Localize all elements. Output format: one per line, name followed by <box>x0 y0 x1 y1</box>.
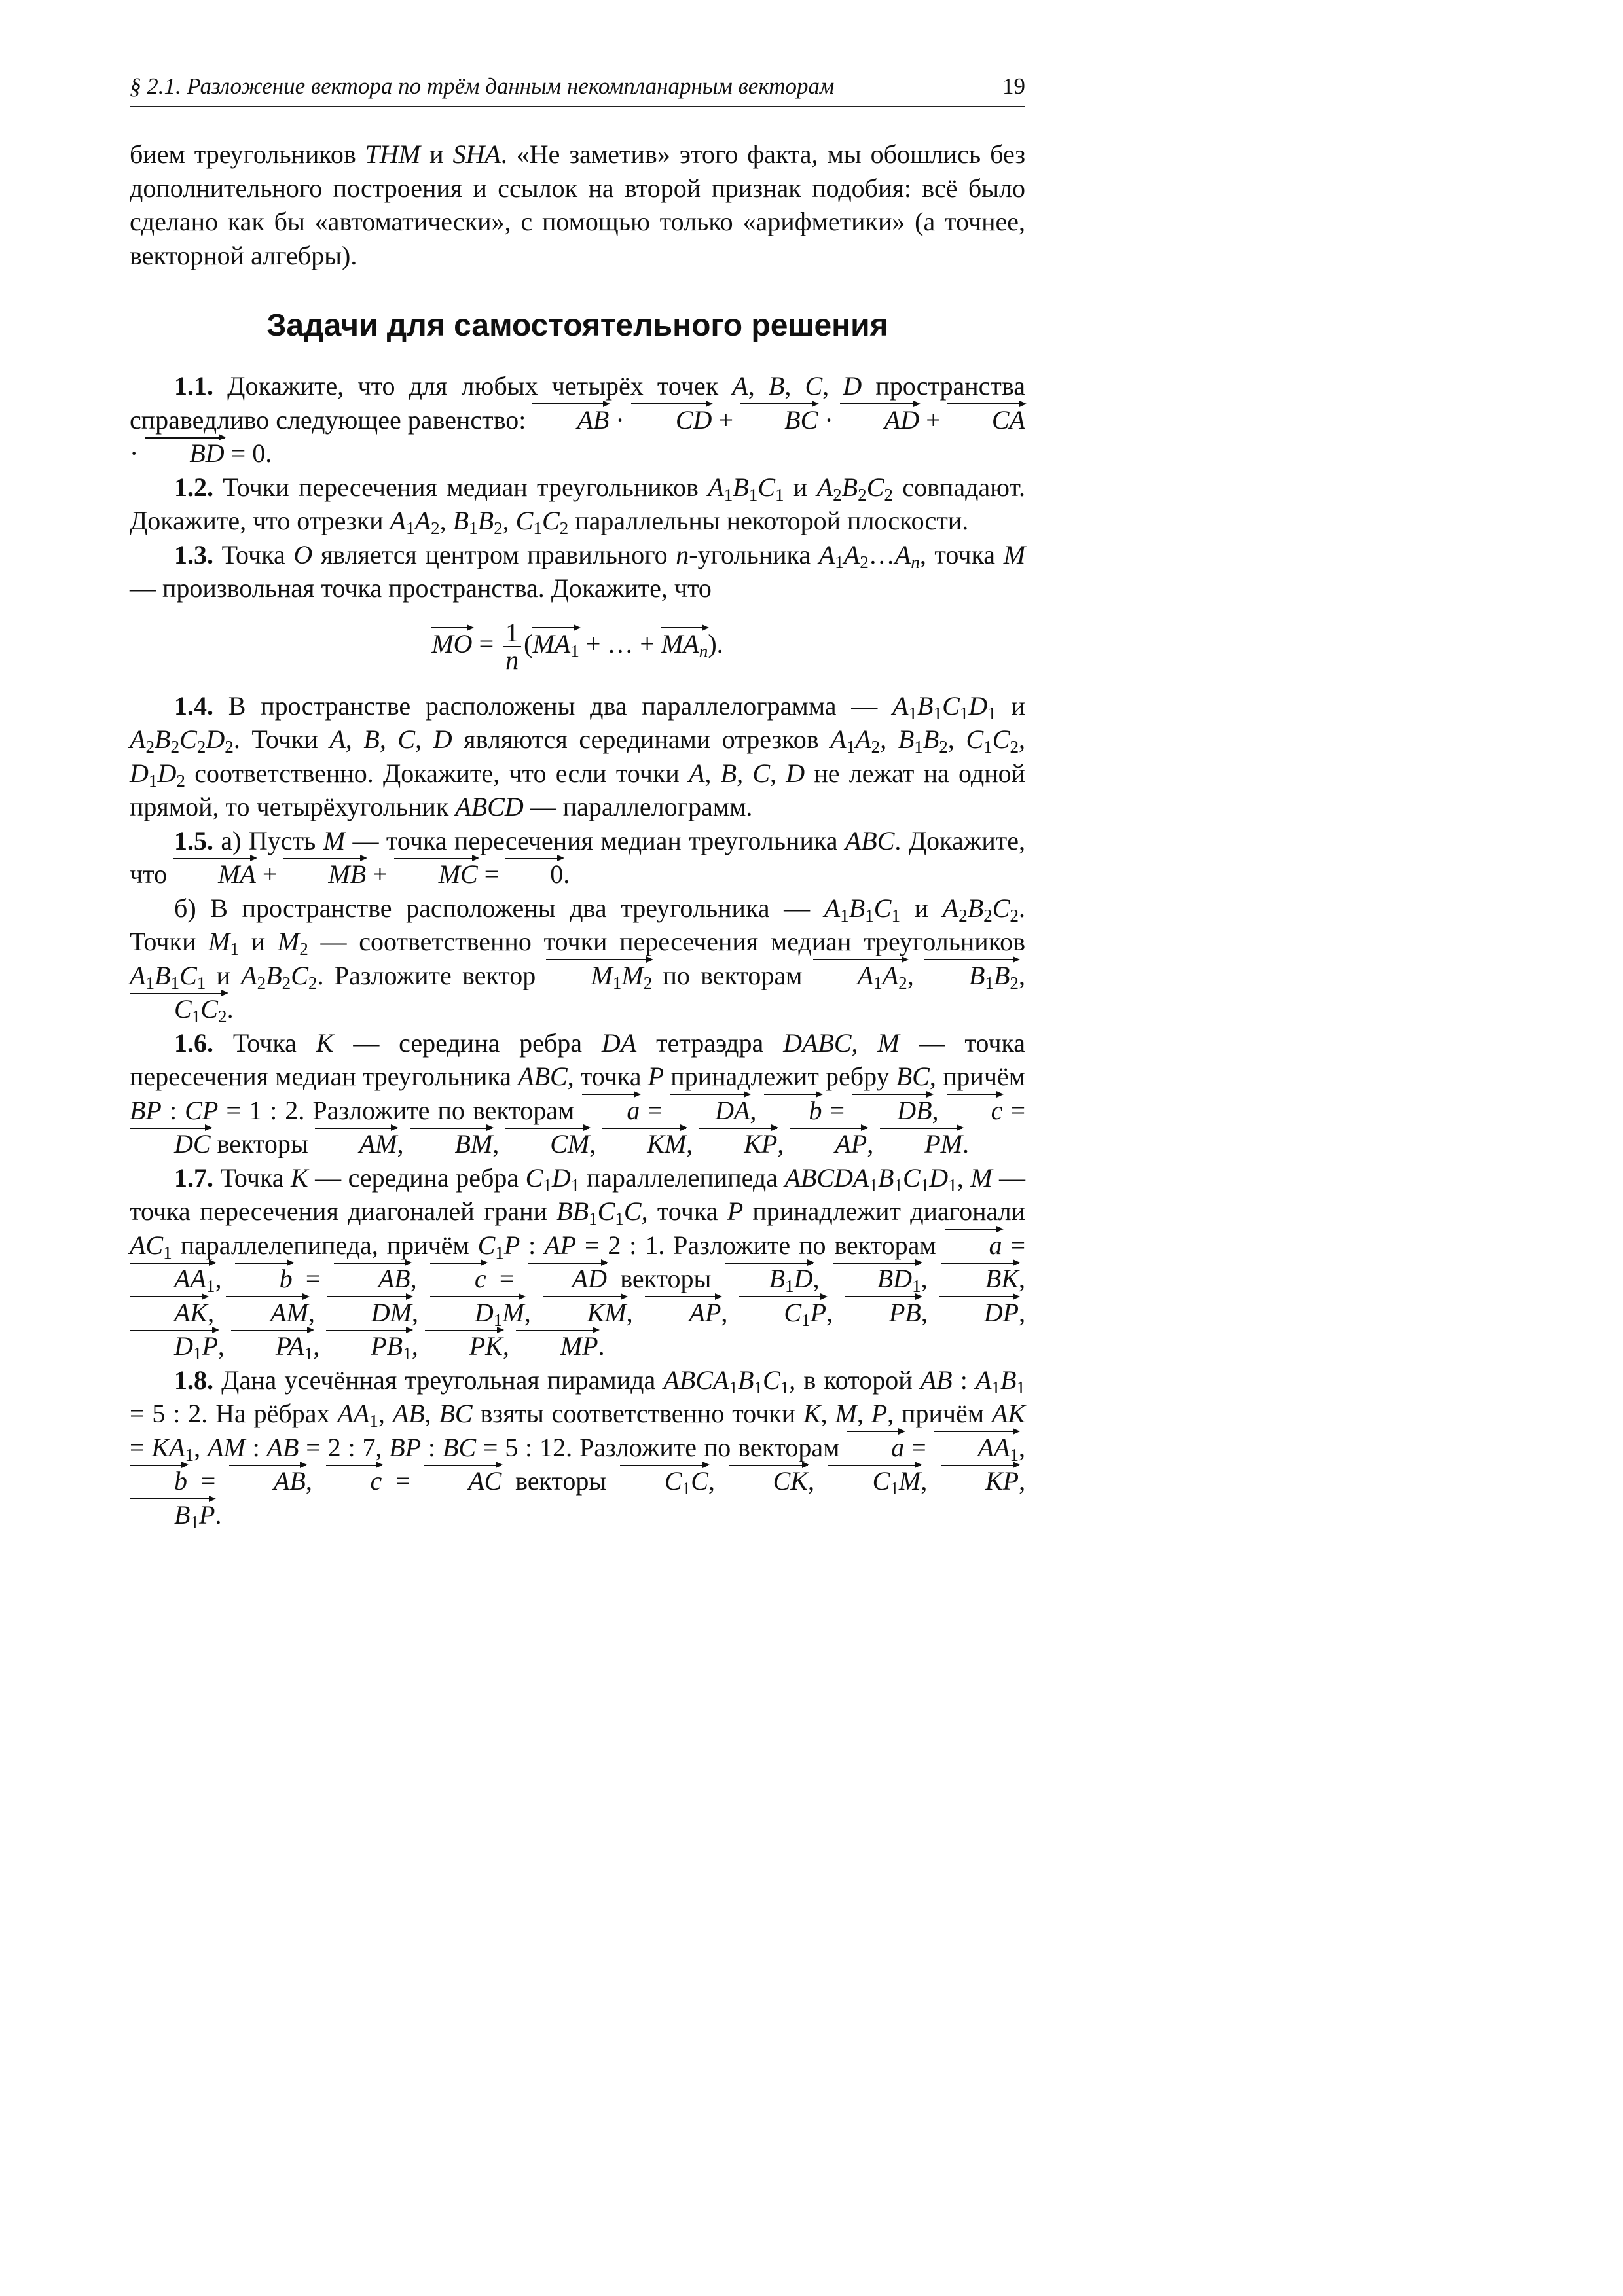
problem-1-5a: 1.5. а) Пусть M — точка пересечения медиан треугольника ABC. Докажите, что MA + MB + MC = 0. <box>130 824 1025 891</box>
section-title: Задачи для самостоятельного решения <box>266 308 888 343</box>
problem-1-4: 1.4. В пространстве расположены два параллелограмма — $A_1B_1C_1D_1$ и $A_2B_2C_2D_2$. Точки A, B, C, D являются серединами отрезков $A_1A_2$, $B_1B_2$, $C_1C_2$, $D_1D_2$ соответственно. Докажите, что если точки A, B, C, D не лежат на одной прямой, то четырёхугольник ABCD — параллелограмм. <box>130 691 1026 821</box>
intro-paragraph: бием треугольников THM и SHA. «Не заметив» этого факта, мы обошлись без дополнительного построения и ссылок на второй признак подобия: всё было сделано как бы «автоматически», с помощью только «арифметики» (а точнее, векторной алгебры). <box>130 139 1025 270</box>
problem-1-7: 1.7. Точка K — середина ребра $C_1D_1$ параллелепипеда $ABCDA_1B_1C_1D_1$, M — точка пересечения диагоналей грани $BB_1C_1C$, точка P принадлежит диагонали $AC_1$ параллелепипеда, причём $C_1P$ : AP = 2 : 1. Разложите по векторам $a = AA_1$, b = AB, c = AD векторы $B_1D$, $BD_1$, BK, AK, AM, DM, $D_1M$, KM, AP, $C_1P$, PB, DP, $D_1P$, $PA_1$, $PB_1$, PK, MP. <box>130 1162 1026 1363</box>
header-title: § 2.1. Разложение вектора по трём данным некомпланарным векторам <box>130 73 835 99</box>
page-number: 19 <box>1002 73 1025 99</box>
problem-1-6: 1.6. Точка K — середина ребра DA тетраэдра DABC, M — точка пересечения медиан треугольника ABC, точка P принадлежит ребру BC, причём BP : CP = 1 : 2. Разложите по векторам a = DA, b = DB, c = DC векторы AM, BM, CM, KM, KP, AP, PM. <box>130 1026 1025 1161</box>
problem-1-3: 1.3. Точка O является центром правильного n-угольника $A_1A_2\dots A_n$, точка M — произвольная точка пространства. Докажите, что MO = $\frac{1}{n}$ ($MA_1$ + … + $MA_n$). <box>130 539 1026 675</box>
running-header <box>130 73 1025 99</box>
problem-1-8: 1.8. Дана усечённая треугольная пирамида $ABCA_1B_1C_1$, в которой AB : $A_1B_1 = 5$ : 2. На рёбрах $AA_1$, AB, BC взяты соответственно точки K, M, P, причём AK = $KA_1$, AM : AB = 2 : 7, BP : BC = 5 : 12. Разложите по векторам $a = AA_1$, b = AB, c = AC векторы $C_1C$, CK, $C_1M$, KP, $B_1P$. <box>130 1365 1026 1532</box>
header-rule <box>130 106 1025 107</box>
problems-list <box>130 369 1025 1532</box>
problem-1-5b: б) В пространстве расположены два треугольника — $A_1B_1C_1$ и $A_2B_2C_2$. Точки $M_1$ и $M_2$ — соответственно точки пересечения медиан треугольников $A_1B_1C_1$ и $A_2B_2C_2$. Разложите вектор $M_1M_2$ по векторам $A_1A_2$, $B_1B_2$, $C_1C_2$. <box>130 893 1026 1026</box>
problem-1-1: 1.1. Докажите, что для любых четырёх точек A, B, C, D пространства справедливо следующее равенство: AB · CD + BC · AD + CA · BD = 0. <box>130 369 1025 471</box>
problem-1-2: 1.2. Точки пересечения медиан треугольников $A_1B_1C_1$ и $A_2B_2C_2$ совпадают. Докажите, что отрезки $A_1A_2$, $B_1B_2$, $C_1C_2$ параллельны некоторой плоскости. <box>130 472 1026 538</box>
formula-1-3: MO = $\frac{1}{n}$ ($MA_1$ + … + $MA_n$). <box>431 617 723 675</box>
